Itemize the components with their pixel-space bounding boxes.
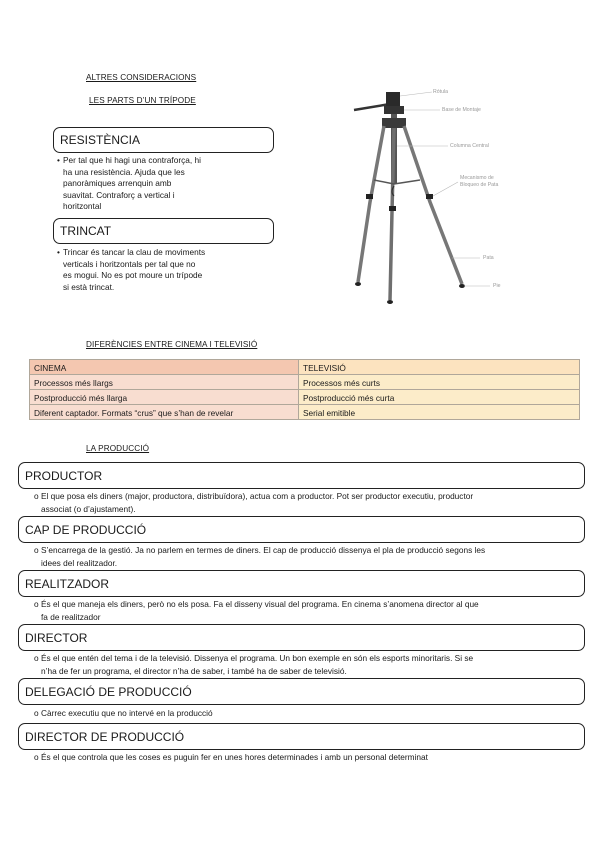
leader-line	[433, 182, 458, 196]
role-line: n’ha de fer un programa, el director n’ha de saber, i també ha de saber de televisió.	[41, 665, 347, 676]
role-line: El que posa els diners (major, productora, distribuïdora), actua com a productor. Pot ser productor executiu, productor	[41, 491, 474, 501]
table-cell: Processos més curts	[299, 375, 580, 390]
comparison-table	[29, 359, 580, 420]
table-header-row	[30, 360, 580, 375]
role-line: És el que entén del tema i de la televisió. Dissenya el programa. Un bon exemple en són els esports minoritaris. Si se	[41, 653, 474, 663]
table-row	[30, 375, 580, 390]
table-cell: Postproducció més curta	[299, 390, 580, 405]
bullet-dot: •	[57, 155, 60, 165]
label-base-montaje: Base de Montaje	[442, 107, 481, 113]
label-mecanismo-2: Bloqueo de Pata	[460, 182, 499, 188]
table-cell: Postproducció més llarga	[30, 390, 299, 405]
table-row	[30, 405, 580, 420]
role-title-director: DIRECTOR	[18, 624, 585, 651]
circle-bullet: o	[34, 491, 39, 501]
tripod-diagram	[340, 82, 570, 322]
role-line: És el que maneja els diners, però no els posa. Fa el disseny visual del programa. En cinema s’anomena director al que	[41, 599, 479, 609]
section-title-resistencia: RESISTÈNCIA	[53, 127, 274, 153]
resistencia-line-4: suavitat. Contraforç a vertical i	[63, 189, 175, 200]
foot	[387, 300, 393, 304]
label-columna-central: Columna Central	[450, 143, 489, 149]
leg-left	[358, 126, 384, 282]
section-title-trincat: TRINCAT	[53, 218, 274, 244]
heading-parts-tripode: LES PARTS D’UN TRÍPODE	[89, 96, 196, 105]
leg-lock	[389, 206, 396, 211]
role-text-director	[34, 652, 582, 677]
brace	[394, 180, 420, 184]
heading-produccio: LA PRODUCCIÓ	[86, 444, 150, 453]
table-header-cinema: CINEMA	[30, 360, 299, 375]
heading-diferencies: DIFERÈNCIES ENTRE CINEMA I TELEVISIÓ	[86, 340, 258, 349]
leg-middle	[390, 128, 394, 300]
circle-bullet: o	[34, 599, 39, 609]
role-title-cap-produccio: CAP DE PRODUCCIÓ	[18, 516, 585, 543]
role-line: idees del realitzador.	[41, 557, 118, 568]
resistencia-line-1: Per tal que hi hagi una contraforça, hi	[63, 155, 201, 165]
tripod-head	[386, 92, 400, 108]
trincat-line-1: Trincar és tancar la clau de moviments	[63, 247, 206, 257]
trincat-line-2: verticals i horitzontals per tal que no	[63, 258, 196, 269]
role-line: Càrrec executiu que no intervé en la producció	[41, 708, 213, 718]
label-mecanismo-1: Mecanismo de	[460, 175, 494, 181]
foot	[355, 282, 361, 286]
leader-line	[400, 92, 432, 96]
role-line: fa de realitzador	[41, 611, 101, 622]
circle-bullet: o	[34, 545, 39, 555]
role-text-delegacio-produccio	[34, 707, 582, 720]
resistencia-line-2: ha una resistència. Ajuda que les	[63, 166, 185, 177]
role-line: associat (o d’ajustament).	[41, 503, 136, 514]
circle-bullet: o	[34, 653, 39, 663]
circle-bullet: o	[34, 752, 39, 762]
role-title-delegacio-produccio: DELEGACIÓ DE PRODUCCIÓ	[18, 678, 585, 705]
leg-lock	[426, 194, 433, 199]
trincat-line-4: si està trincat.	[63, 281, 115, 292]
table-cell: Processos més llargs	[30, 375, 299, 390]
role-text-cap-produccio	[34, 544, 582, 569]
trincat-text	[57, 247, 257, 293]
resistencia-line-5: horitzontal	[63, 201, 102, 211]
role-title-director-produccio: DIRECTOR DE PRODUCCIÓ	[18, 723, 585, 750]
table-header-televisio: TELEVISIÓ	[299, 360, 580, 375]
table-row	[30, 390, 580, 405]
role-line: S’encarrega de la gestió. Ja no parlem en termes de diners. El cap de producció dissenya el pla de producció segons les	[41, 545, 486, 555]
label-rotula: Rótula	[433, 89, 448, 95]
heading-altres-consideracions: ALTRES CONSIDERACIONS	[86, 73, 197, 82]
bullet-dot: •	[57, 247, 60, 257]
role-title-realitzador: REALITZADOR	[18, 570, 585, 597]
label-pie: Pie	[493, 283, 501, 289]
label-pata: Pata	[483, 255, 494, 261]
mounting-base	[384, 106, 404, 114]
circle-bullet: o	[34, 708, 39, 718]
role-text-director-produccio	[34, 751, 582, 764]
role-line: És el que controla que les coses es puguin fer en unes hores determinades i amb un personal determinat	[41, 752, 428, 762]
role-text-productor	[34, 490, 582, 515]
role-text-realitzador	[34, 598, 582, 623]
resistencia-line-3: panoràmiques arrenquin amb	[63, 178, 172, 188]
leg-lock	[366, 194, 373, 199]
table-cell: Diferent captador. Formats “crus” que s’han de revelar	[30, 405, 299, 420]
leg-right	[404, 126, 462, 284]
trincat-line-3: es mogui. No es pot moure un trípode	[63, 270, 203, 280]
role-title-productor: PRODUCTOR	[18, 462, 585, 489]
resistencia-text	[57, 155, 257, 213]
table-cell: Serial emitible	[299, 405, 580, 420]
